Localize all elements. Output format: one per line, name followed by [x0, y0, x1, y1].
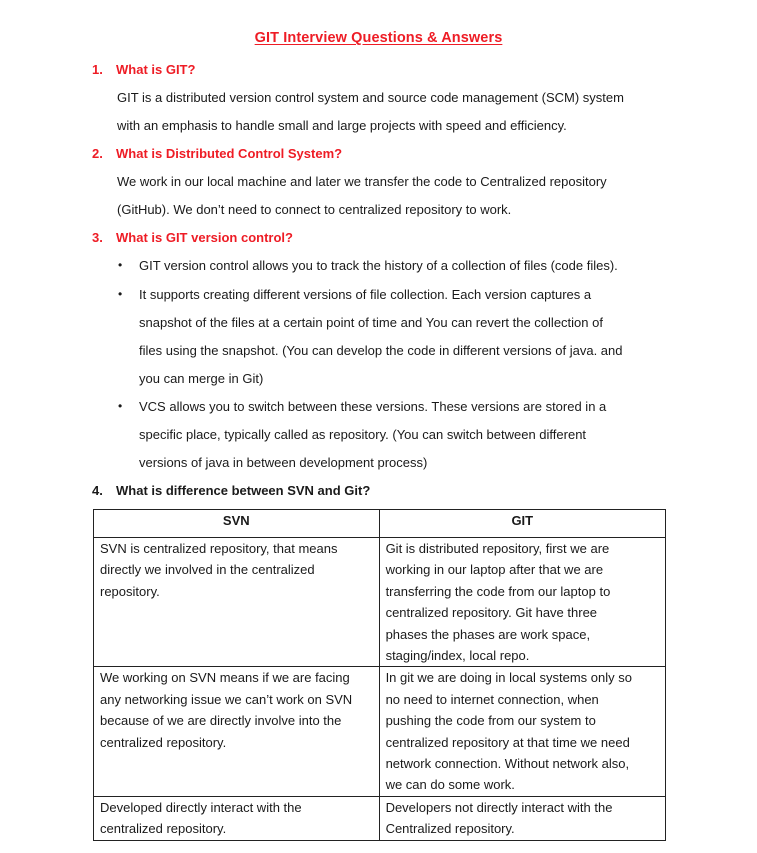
question-2-heading — [92, 146, 342, 161]
cell-line: centralized repository. — [100, 734, 227, 750]
header-git: GIT — [379, 510, 665, 538]
svn-cell — [94, 796, 380, 840]
svn-vs-git-table — [93, 509, 666, 841]
bullet-1-line-1: GIT version control allows you to track the history of a collection of files (code files). — [139, 258, 618, 273]
bullet-2-line-3: files using the snapshot. (You can develop the code in different versions of java. and — [139, 343, 623, 358]
cell-line: because of we are directly involve into the — [100, 713, 342, 729]
cell-line: phases the phases are work space, — [385, 626, 591, 642]
bullet-3-line-3: versions of java in between development process) — [139, 455, 428, 470]
question-text: What is GIT? — [116, 62, 196, 77]
bullet-2-line-1: It supports creating different versions of file collection. Each version captures a — [139, 287, 592, 302]
cell-line: In git we are doing in local systems only so — [385, 670, 632, 686]
svn-cell — [94, 667, 380, 796]
table-header-row — [94, 510, 666, 538]
question-number: 3. — [92, 230, 103, 245]
cell-line: no need to internet connection, when — [385, 691, 599, 707]
cell-line: Developers not directly interact with the — [385, 799, 613, 815]
question-4-heading — [92, 483, 370, 498]
cell-line: centralized repository at that time we need — [385, 734, 630, 750]
cell-line: working in our laptop after that we are — [385, 562, 604, 578]
cell-line: Centralized repository. — [385, 821, 515, 837]
svn-cell — [94, 538, 380, 667]
bullet-icon: • — [118, 287, 123, 301]
question-number: 1. — [92, 62, 103, 77]
bullet-2-line-2: snapshot of the files at a certain point of time and You can revert the collection of — [139, 315, 603, 330]
cell-line: centralized repository. Git have three — [385, 605, 598, 621]
table-row — [94, 538, 666, 667]
git-cell — [379, 538, 665, 667]
cell-line: SVN is centralized repository, that means — [100, 541, 338, 556]
cell-line: centralized repository. — [100, 821, 227, 837]
question-text: What is difference between SVN and Git? — [116, 483, 371, 498]
question-text: What is Distributed Control System? — [116, 146, 343, 161]
cell-line: directly we involved in the centralized — [100, 562, 315, 578]
question-1-heading — [92, 62, 195, 77]
answer-2-line-2: (GitHub). We don’t need to connect to centralized repository to work. — [117, 202, 512, 217]
answer-2-line-1: We work in our local machine and later we transfer the code to Centralized repository — [117, 174, 607, 189]
question-3-heading — [92, 230, 293, 245]
bullet-3-line-1: VCS allows you to switch between these versions. These versions are stored in a — [139, 399, 607, 414]
cell-line: we can do some work. — [385, 777, 515, 793]
bullet-3-line-2: specific place, typically called as repository. (You can switch between different — [139, 427, 587, 442]
cell-line: any networking issue we can’t work on SVN — [100, 691, 353, 707]
cell-line: Developed directly interact with the — [100, 799, 302, 815]
question-number: 2. — [92, 146, 103, 161]
git-cell — [379, 796, 665, 840]
table-row — [94, 796, 666, 840]
table-row — [94, 667, 666, 796]
bullet-2-line-4: you can merge in Git) — [139, 371, 264, 386]
bullet-icon: • — [118, 399, 123, 413]
cell-line: network connection. Without network also, — [385, 756, 630, 772]
cell-line: Git is distributed repository, first we are — [385, 541, 610, 556]
document-title: GIT Interview Questions & Answers — [254, 30, 503, 46]
answer-1-line-1: GIT is a distributed version control system and source code management (SCM) system — [117, 90, 624, 105]
git-cell — [379, 667, 665, 796]
cell-line: staging/index, local repo. — [385, 648, 530, 664]
header-svn: SVN — [94, 510, 380, 538]
question-number: 4. — [92, 483, 103, 498]
cell-line: pushing the code from our system to — [385, 713, 596, 729]
cell-line: We working on SVN means if we are facing — [100, 670, 350, 686]
answer-1-line-2: with an emphasis to handle small and large projects with speed and efficiency. — [117, 118, 567, 133]
cell-line: repository. — [100, 583, 160, 599]
question-text: What is GIT version control? — [116, 230, 293, 245]
bullet-icon: • — [118, 258, 123, 272]
cell-line: transferring the code from our laptop to — [385, 583, 611, 599]
